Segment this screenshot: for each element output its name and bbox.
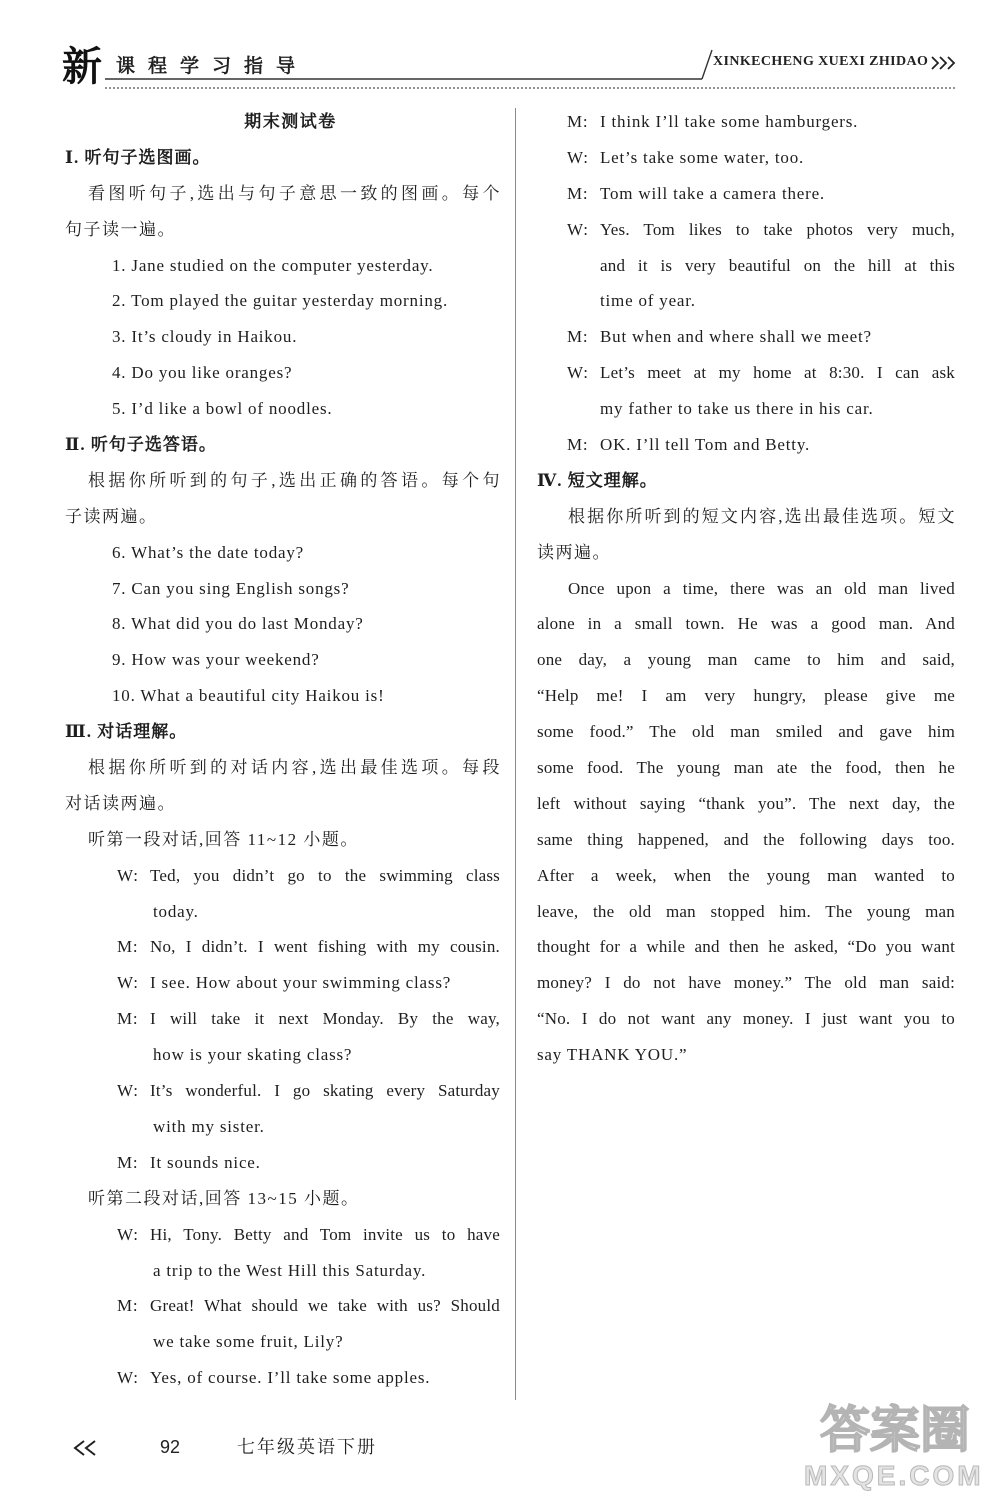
dialogue-line [537, 104, 955, 140]
dialogue-continuation: and it is very beautiful on the hill at this [600, 255, 955, 275]
dialogue-text: I see. How about your swimming class? [150, 973, 452, 993]
triple-chevron-right-icon [930, 55, 956, 71]
dialogue-continuation: we take some fruit, Lily? [153, 1332, 344, 1352]
dialogue2-intro: 听第二段对话,回答 13~15 小题。 [88, 1188, 360, 1208]
part2-instruction: 根据你所听到的句子,选出正确的答语。每个句 [88, 470, 500, 490]
part1-instruction: 句子读一遍。 [65, 219, 176, 239]
passage-line: same thing happened, and the following days too. [537, 829, 955, 849]
speaker-label: M: [117, 1296, 139, 1316]
speaker-label: W: [117, 1368, 139, 1388]
part1-item: 1. Jane studied on the computer yesterday. [112, 255, 434, 275]
dialogue-text: Yes. Tom likes to take photos very much, [600, 219, 955, 239]
passage-line: left without saying “thank you”. The next day, the [537, 793, 955, 813]
left-column [65, 104, 500, 1396]
passage-line: “No. I do not want any money. I just want you to [537, 1009, 955, 1029]
part2-instruction: 子读两遍。 [65, 506, 158, 526]
speaker-label: W: [567, 219, 589, 239]
passage-line: some food.” The old man smiled and gave him [537, 722, 955, 742]
dialogue-text: Let’s take some water, too. [600, 147, 805, 167]
speaker-label: M: [567, 112, 589, 131]
header-title: 课程学习指导 [116, 56, 309, 77]
passage-line: some food. The young man ate the food, then he [537, 758, 955, 778]
dialogue-text: It’s wonderful. I go skating every Saturday [150, 1081, 500, 1101]
dialogue-text: Hi, Tony. Betty and Tom invite us to have [150, 1224, 500, 1244]
header-rules [0, 0, 1000, 100]
column-divider [515, 108, 516, 1400]
dialogue-text: But when and where shall we meet? [600, 327, 872, 347]
dialogue-line [537, 427, 955, 463]
part1-heading: Ⅰ. 听句子选图画。 [65, 147, 211, 167]
dialogue-text: OK. I’ll tell Tom and Betty. [600, 435, 811, 455]
part2-item: 9. How was your weekend? [112, 650, 320, 670]
dialogue-line [65, 1288, 500, 1324]
passage-line: After a week, when the young man wanted to [537, 865, 955, 885]
dialogue-line [537, 212, 955, 248]
dialogue-line [65, 1073, 500, 1109]
passage-line: say THANK YOU.” [537, 1045, 688, 1065]
dialogue-continuation: a trip to the West Hill this Saturday. [153, 1260, 427, 1280]
page-number: 92 [160, 1437, 181, 1457]
dialogue-line [65, 858, 500, 894]
part2-item: 8. What did you do last Monday? [112, 614, 364, 634]
part2-item: 7. Can you sing English songs? [112, 578, 350, 598]
dialogue-text: I think I’ll take some hamburgers. [600, 112, 859, 131]
watermark-logo: 答案圈 [820, 1401, 970, 1459]
header-english-title: XINKECHENG XUEXI ZHIDAO [713, 54, 929, 69]
part2-item: 6. What’s the date today? [112, 542, 304, 562]
speaker-label: W: [567, 363, 589, 383]
part4-instruction: 读两遍。 [537, 542, 611, 562]
exam-title: 期末测试卷 [244, 112, 337, 131]
dialogue-continuation: how is your skating class? [153, 1045, 353, 1065]
dialogue-text: No, I didn’t. I went fishing with my cousin. [150, 937, 500, 957]
part3-instruction: 根据你所听到的对话内容,选出最佳选项。每段 [88, 758, 500, 778]
speaker-label: M: [567, 327, 589, 347]
part3-instruction: 对话读两遍。 [65, 793, 176, 813]
speaker-label: M: [567, 435, 589, 455]
dialogue-continuation: my father to take us there in his car. [600, 399, 874, 419]
dialogue-continuation: time of year. [600, 291, 696, 311]
part2-heading: Ⅱ. 听句子选答语。 [65, 435, 217, 455]
part4-instruction: 根据你所听到的短文内容,选出最佳选项。短文 [568, 506, 955, 526]
part1-item: 5. I’d like a bowl of noodles. [112, 399, 333, 419]
speaker-label: W: [117, 1081, 139, 1101]
speaker-label: M: [567, 183, 589, 203]
speaker-label: W: [117, 973, 139, 993]
speaker-label: M: [117, 937, 139, 957]
book-title: 七年级英语下册 [237, 1437, 377, 1457]
dialogue-line [65, 1360, 500, 1396]
dialogue-line [65, 1001, 500, 1037]
speaker-label: W: [117, 1224, 139, 1244]
dialogue-continuation: with my sister. [153, 1116, 265, 1136]
header-logo: 新 [62, 44, 102, 89]
speaker-label: M: [117, 1152, 139, 1172]
dialogue-continuation: today. [153, 901, 199, 921]
dialogue1-intro: 听第一段对话,回答 11~12 小题。 [88, 829, 359, 849]
speaker-label: M: [117, 1009, 139, 1029]
part1-item: 2. Tom played the guitar yesterday morning. [112, 291, 448, 311]
part4-heading: Ⅳ. 短文理解。 [537, 470, 658, 490]
part1-item: 4. Do you like oranges? [112, 363, 293, 383]
dialogue-text: It sounds nice. [150, 1152, 261, 1172]
double-chevron-left-icon [70, 1438, 100, 1458]
passage-line: thought for a while and then he asked, “Do you want [537, 937, 955, 957]
speaker-label: W: [117, 865, 139, 885]
dialogue-line [65, 1217, 500, 1253]
dialogue-line [537, 176, 955, 212]
dialogue-line [537, 319, 955, 355]
speaker-label: W: [567, 147, 589, 167]
dialogue-line [65, 1145, 500, 1181]
dialogue-line [537, 355, 955, 391]
dialogue-text: Let’s meet at my home at 8:30. I can ask [600, 363, 955, 383]
dialogue-line [537, 140, 955, 176]
passage-line: one day, a young man came to him and said, [537, 650, 955, 670]
dialogue-text: I will take it next Monday. By the way, [150, 1009, 500, 1029]
passage-line: “Help me! I am very hungry, please give me [537, 686, 955, 706]
dialogue-line [65, 965, 500, 1001]
passage-line: alone in a small town. He was a good man. And [537, 614, 955, 634]
dialogue-text: Great! What should we take with us? Should [150, 1296, 500, 1316]
passage-line: leave, the old man stopped him. The young man [537, 901, 955, 921]
dialogue-text: Tom will take a camera there. [600, 183, 825, 203]
passage-line: money? I do not have money.” The old man said: [537, 973, 955, 993]
part1-instruction: 看图听句子,选出与句子意思一致的图画。每个 [88, 183, 500, 203]
part3-heading: Ⅲ. 对话理解。 [65, 722, 188, 742]
dialogue-text: Ted, you didn’t go to the swimming class [150, 865, 500, 885]
dialogue-text: Yes, of course. I’ll take some apples. [150, 1368, 431, 1388]
right-column [537, 104, 955, 1073]
watermark-site: MXQE.COM [804, 1460, 984, 1491]
passage-line: Once upon a time, there was an old man lived [568, 578, 955, 598]
dialogue-line [65, 929, 500, 965]
part2-item: 10. What a beautiful city Haikou is! [112, 686, 385, 706]
part1-item: 3. It’s cloudy in Haikou. [112, 327, 298, 347]
